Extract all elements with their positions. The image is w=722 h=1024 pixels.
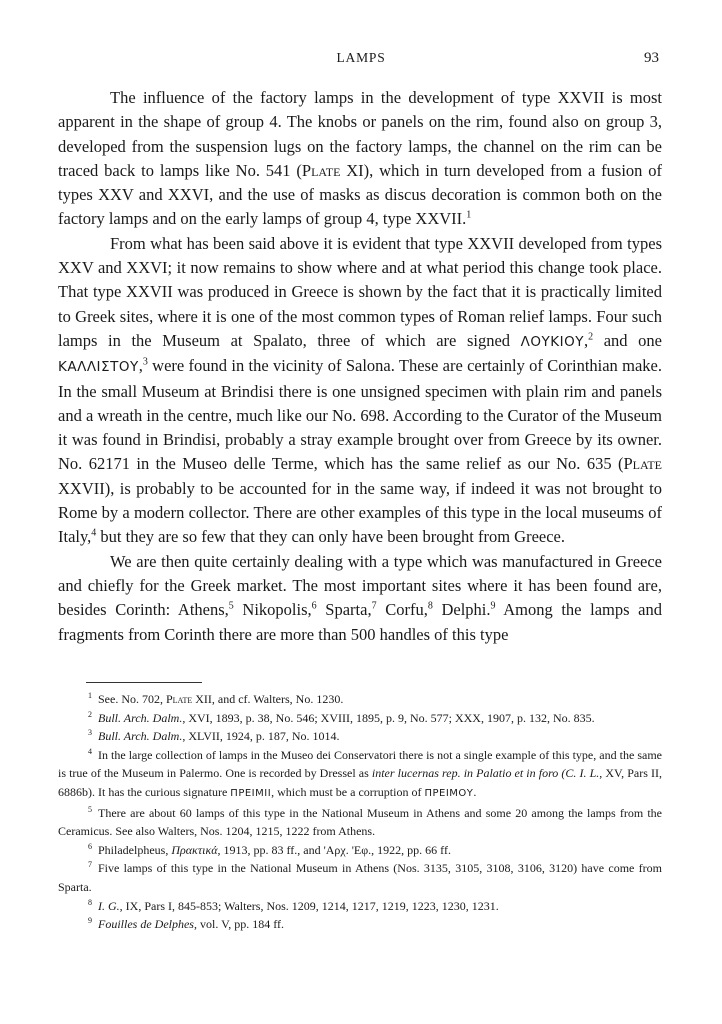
text-run: Sparta, [316,600,372,620]
text-run: Plate [623,454,662,474]
text-run: XXVII), is probably to be accounted for in the same way, if indeed it was not brought to Rome by a modern collector. There are other examples of this type in the local museums of Italy, [58,478,662,547]
footnote-ref: 1 [466,209,472,221]
text-run: We are then quite certainly dealing with a type which was manufactured in Greece and chiefly for the Greek market. The most important sites where it has been found are, besides Corinth: Athens, [58,551,662,620]
text-run: Delphi. [432,600,491,620]
text-run: Πρακτικά [171,842,218,857]
footnote [58,690,662,709]
footnote-ref: 5 [228,600,234,612]
footnote [58,727,662,746]
text-run: and one [593,330,662,350]
footnote-ref: 3 [88,728,92,738]
footnote-ref: 7 [371,600,377,612]
text-run: Bull. Arch. Dalm. [98,710,183,725]
footnote-divider [86,682,202,683]
footnote-ref: 2 [588,331,594,343]
text-run: See. No. 702, [98,692,166,706]
running-title: LAMPS [336,50,386,65]
footnote [58,841,662,860]
paragraph [58,232,662,550]
running-header [0,50,722,70]
text-run: Fouilles de Delphes [98,917,194,932]
paragraph [58,550,662,647]
text-run: Plate [166,692,193,706]
footnote-ref: 2 [88,709,92,719]
footnote [58,709,662,728]
text-run: , vol. V, pp. 184 ff. [193,917,284,932]
text-run: There are about 60 lamps of this type in the National Museum in Athens and some 20 among the lamps from the Ceramicus. See also Walters, Nos. 1204, 1215, 1222 from Athens. [58,805,662,839]
text-run: , which must be a corruption of [271,784,425,799]
paragraph [58,86,662,232]
text-run: Nikopolis, [233,600,312,620]
footnote-ref: 3 [142,356,148,368]
text-run: Philadelpheus, [98,842,172,857]
footnote-ref: 6 [311,600,317,612]
footnote-ref: 6 [88,841,92,851]
text-run: ΚΑΛΛΙΣΤΟΥ [58,359,139,376]
text-run: , [584,330,589,350]
text-run: , 1913, pp. 83 ff., and 'Αρχ. 'Εφ., 1922, pp. 66 ff. [217,842,451,857]
footnote-ref: 8 [88,897,92,907]
text-run: The influence of the factory lamps in the development of type XXVII is most apparent in the shape of group 4. The knobs or panels on the rim, found also on group 3, developed from the suspension lugs on the factory lamps, the channel on the rim can be traced back to lamps like No. 541 ( [58,88,662,180]
text-run: , XLVII, 1924, p. 187, No. 1014. [182,729,340,744]
text-run: ΠΡΕΙΜΟΥ [424,787,474,799]
text-run: , XVI, 1893, p. 38, No. 546; XVIII, 1895, p. 9, No. 577; XXX, 1907, p. 132, No. 835. [182,710,595,725]
footnote-ref: 4 [91,527,97,539]
main-text [58,86,662,647]
footnote-ref: 9 [490,600,496,612]
text-run: I. G. [98,898,120,913]
text-run: , IX, Pars I, 845-853; Walters, Nos. 1209, 1214, 1217, 1219, 1223, 1230, 1231. [119,898,499,913]
footnote [58,897,662,916]
text-run: Bull. Arch. Dalm. [98,729,183,744]
text-run: , XV, Pars II, 6886b). It has the curious signature [58,766,662,799]
footnote-ref: 7 [88,860,92,870]
text-run: Corfu, [376,600,428,620]
text-run: ΠΡΕΙΜΙΙ [230,787,272,799]
footnote-ref: 9 [88,916,92,926]
text-run: XII, and cf. Walters, No. 1230. [192,692,344,706]
footnote-ref: 4 [88,746,92,756]
text-run: XI), which in turn developed from a fusion of types XXV and XXVI, and the use of masks as discus decoration is common both on the factory lamps and on the early lamps of group 4, type XXVII. [58,160,662,229]
text-run: Five lamps of this type in the National Museum in Athens (Nos. 3135, 3105, 3108, 3106, 3120) have come from Sparta. [58,861,662,894]
text-run: were found in the vicinity of Salona. These are certainly of Corinthian make. In the small Museum at Brindisi there is one unsigned specimen with plain rim and panels and a wreath in the centre, much like our No. 698. According to the Curator of the Museum it was found in Brindisi, probably a stray example brought over from Greece by its owner. No. 62171 in the Museo delle Terme, which has the same relief as our No. 635 ( [58,356,662,474]
footnote-ref: 5 [88,804,92,814]
text-run: . [473,784,477,799]
text-run: inter lucernas rep. in Palatio et in foro (C. I. L. [371,766,600,781]
footnote [58,746,662,804]
text-run: In the large collection of lamps in the Museo dei Conservatori there is not a single example of this type, and the same is true of the Museum in Palermo. One is recorded by Dressel as [58,747,662,781]
footnote [58,915,662,934]
text-run: but they are so few that they can only have been brought from Greece. [96,527,565,547]
text-run: Among the lamps and fragments from Corinth there are more than 500 handles of this type [58,600,663,644]
footnote [58,804,662,841]
footnote-ref: 8 [427,600,433,612]
footnote-ref: 1 [88,691,92,700]
text-run: From what has been said above it is evident that type XXVII developed from types XXV and XXVI; it now remains to show where and at what period this change took place. That type XXVII was produced in Greece is shown by the fact that it is practically limited to Greek sites, where it is one of the most common types of Roman relief lamps. Four such lamps in the Museum at Spalato, three of which are signed [58,233,662,350]
text-run: , [138,356,143,376]
page-number: 93 [644,50,659,66]
text-run: ΛΟΥΚΙΟΥ [520,333,584,350]
footnotes [58,690,662,934]
footnote [58,859,662,896]
text-run: Plate [301,160,341,180]
